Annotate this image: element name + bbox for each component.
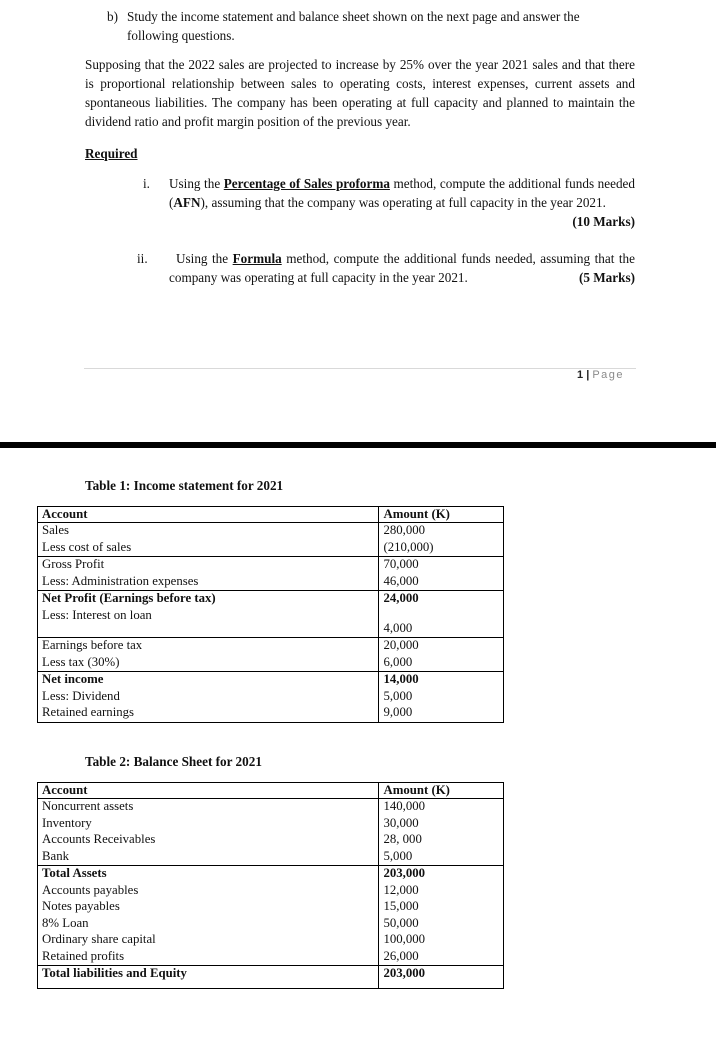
- table-row: [38, 966, 504, 989]
- row-amount: 203,000: [383, 866, 426, 880]
- row-account: Bank: [42, 848, 70, 863]
- question-label: b): [107, 9, 118, 24]
- row-amount: 46,000: [383, 573, 419, 588]
- row-amount: 9,000: [383, 705, 413, 719]
- header-amount: Amount (K): [379, 507, 504, 523]
- formula-emphasis: Formula: [232, 251, 282, 266]
- row-account: Less cost of sales: [42, 539, 132, 554]
- row-amount: 28, 000: [383, 832, 422, 846]
- table-row: [38, 638, 504, 672]
- row-account: Less: Dividend: [42, 688, 120, 703]
- item-i-numeral: i.: [143, 176, 150, 191]
- row-account: Total liabilities and Equity: [42, 966, 187, 980]
- row-account: Earnings before tax: [42, 638, 143, 652]
- row-amount: 24,000: [383, 591, 419, 605]
- header-account: Account: [38, 783, 379, 799]
- question-intro-line2: following questions.: [127, 28, 235, 43]
- row-amount: 4,000: [383, 620, 413, 635]
- row-amount: 12,000: [383, 882, 419, 897]
- footer-rule: [84, 368, 636, 369]
- percentage-of-sales-emphasis: Percentage of Sales proforma: [223, 176, 390, 191]
- afn-abbrev: AFN: [173, 195, 201, 210]
- table-row: [38, 557, 504, 591]
- row-amount: (210,000): [383, 539, 434, 554]
- balance-sheet-table: [37, 782, 504, 989]
- row-account: Notes payables: [42, 899, 120, 913]
- row-account: Retained profits: [42, 948, 125, 963]
- row-amount: 70,000: [383, 557, 419, 571]
- row-amount: 20,000: [383, 638, 419, 652]
- question-paragraph: Supposing that the 2022 sales are projected to increase by 25% over the year 2021 sales and that there is proportional relationship between sales to operating costs, interest expenses, current assets and spontaneous liabilities. The company has been operating at full capacity and planned to maintain the dividend ratio and profit margin position of the previous year.: [85, 57, 635, 129]
- row-account: Total Assets: [42, 866, 107, 880]
- page-number: 1 | Page: [577, 369, 625, 381]
- row-account: 8% Loan: [42, 915, 89, 930]
- row-amount: 203,000: [383, 966, 426, 980]
- required-heading: Required: [85, 146, 138, 161]
- table-row: [38, 591, 504, 638]
- row-amount: 5,000: [383, 848, 413, 863]
- table1-caption: Table 1: Income statement for 2021: [85, 478, 284, 493]
- row-account: Less: Interest on loan: [42, 607, 152, 622]
- row-amount: 30,000: [383, 815, 419, 830]
- table-header-row: [38, 507, 504, 523]
- income-statement-table: [37, 506, 504, 723]
- row-account: Accounts payables: [42, 882, 139, 897]
- row-amount: 140,000: [383, 799, 426, 813]
- item-ii-numeral: ii.: [137, 251, 148, 266]
- header-account: Account: [38, 507, 379, 523]
- row-account: Ordinary share capital: [42, 932, 156, 946]
- row-amount: 5,000: [383, 688, 413, 703]
- table-row: [38, 799, 504, 866]
- item-i-text: Using the Percentage of Sales proforma method, compute the additional funds needed (AFN), assuming that the company was operating at full capacity in the year 2021.: [169, 176, 635, 210]
- header-amount: Amount (K): [379, 783, 504, 799]
- item-ii-text: Using the Formula method, compute the additional funds needed, assuming that the company was operating at full capacity in the year 2021.: [169, 251, 635, 285]
- item-i-marks: (10 Marks): [572, 214, 635, 229]
- row-amount: 14,000: [383, 672, 419, 686]
- table2-caption: Table 2: Balance Sheet for 2021: [85, 754, 262, 769]
- row-account: Noncurrent assets: [42, 799, 134, 813]
- question-intro: Study the income statement and balance sheet shown on the next page and answer the: [127, 9, 580, 24]
- row-amount: 280,000: [383, 523, 426, 537]
- row-account: Sales: [42, 523, 70, 537]
- row-amount: 50,000: [383, 915, 419, 930]
- row-amount: 6,000: [383, 654, 413, 669]
- row-account: Less tax (30%): [42, 654, 120, 669]
- row-account: Retained earnings: [42, 705, 135, 719]
- row-amount: 26,000: [383, 948, 419, 963]
- table-row: [38, 523, 504, 557]
- table-row: [38, 866, 504, 966]
- row-amount: 15,000: [383, 899, 419, 913]
- row-account: Net income: [42, 672, 104, 686]
- row-account: Net Profit (Earnings before tax): [42, 591, 216, 605]
- page-break-bar: [0, 442, 716, 448]
- table-row: [38, 672, 504, 723]
- row-account: Inventory: [42, 815, 92, 830]
- item-ii-marks: (5 Marks): [578, 270, 635, 285]
- row-account: Accounts Receivables: [42, 832, 156, 846]
- row-account: Gross Profit: [42, 557, 105, 571]
- table-header-row: [38, 783, 504, 799]
- row-amount: 100,000: [383, 932, 426, 946]
- row-account: Less: Administration expenses: [42, 573, 199, 588]
